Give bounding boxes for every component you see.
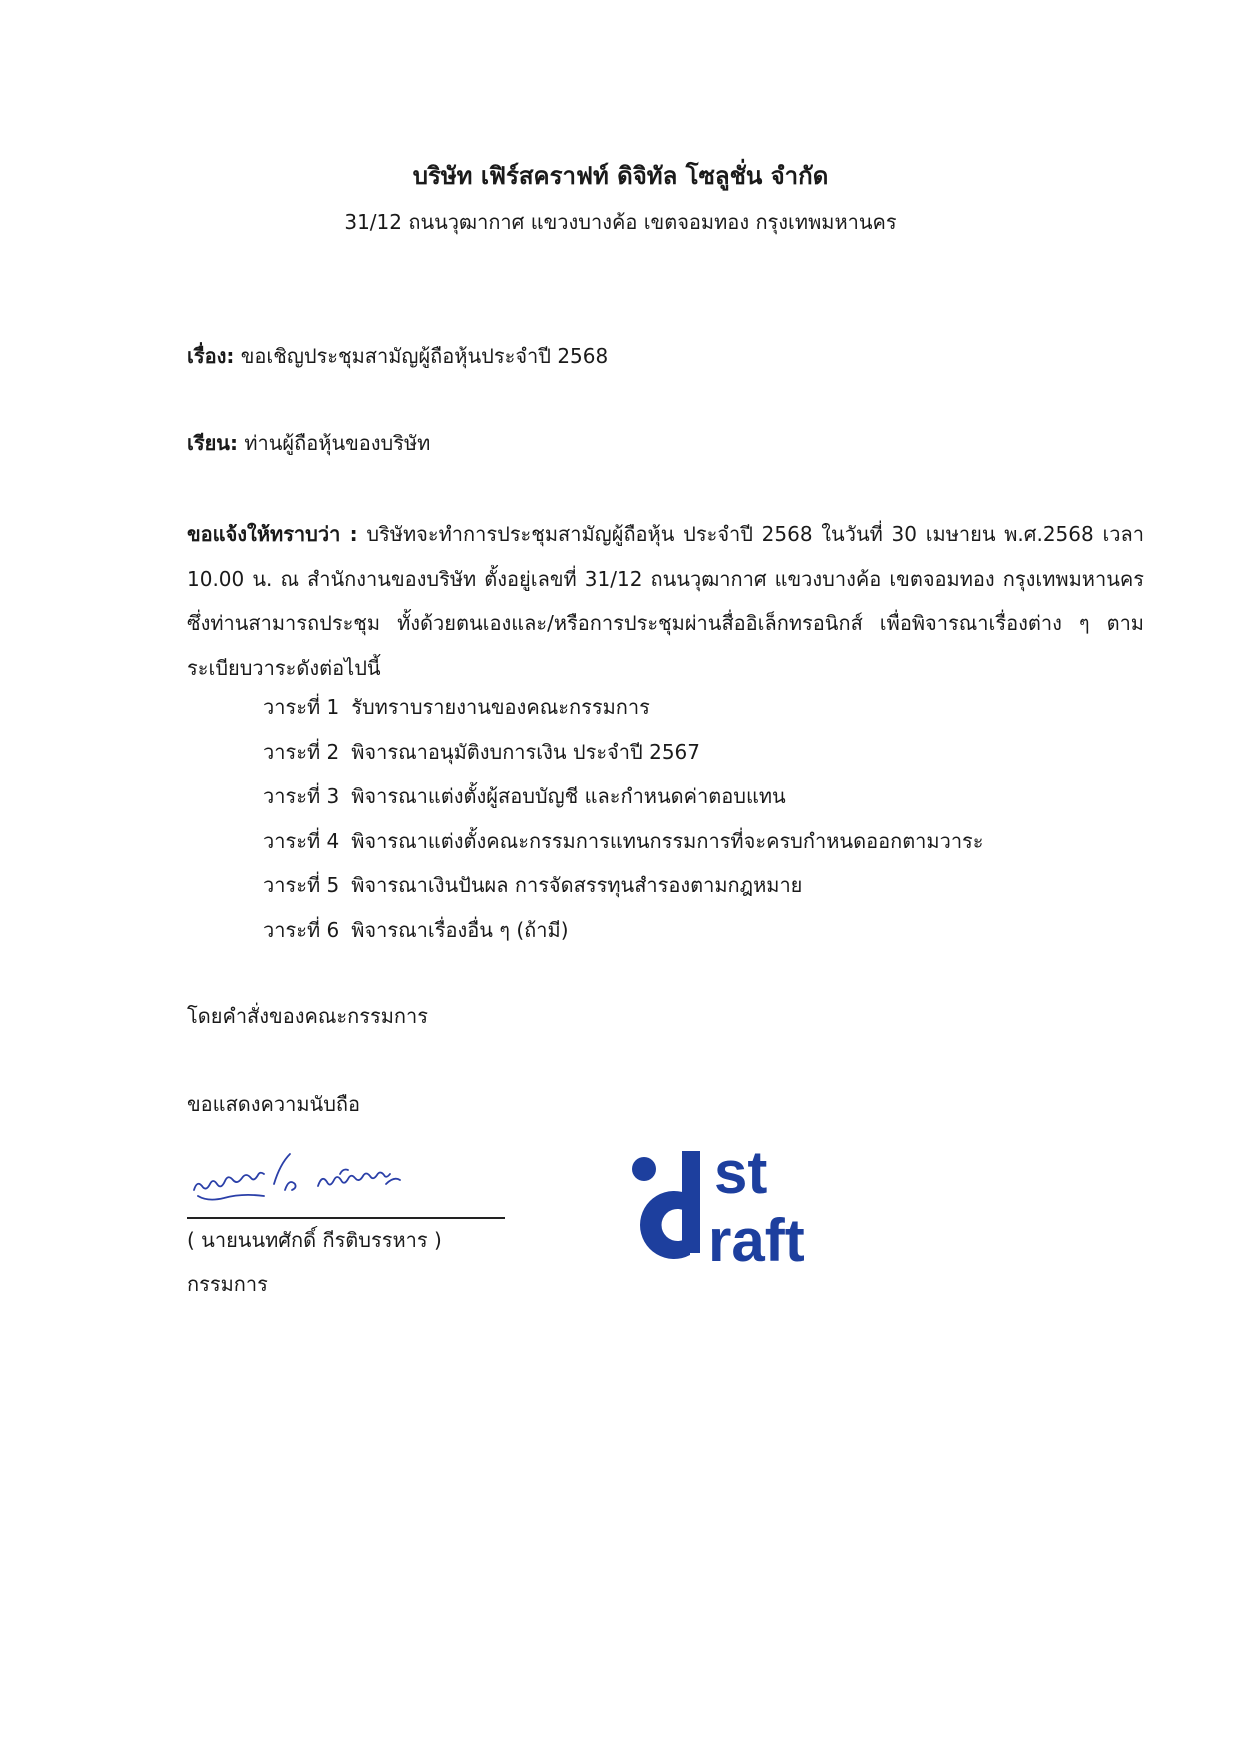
agenda-text: พิจารณาเงินปันผล การจัดสรรทุนสำรองตามกฎหมาย (351, 873, 803, 897)
agenda-number: วาระที่ 3 (263, 784, 340, 808)
agenda-number: วาระที่ 4 (263, 828, 340, 853)
regards-text: ขอแสดงความนับถือ (187, 1092, 361, 1116)
agenda-item (263, 819, 984, 864)
recipient-text: ท่านผู้ถือหุ้นของบริษัท (244, 431, 431, 455)
agenda-number: วาระที่ 5 (263, 873, 340, 897)
company-address: 31/12 ถนนวุฒากาศ แขวงบางค้อ เขตจอมทอง กรุงเทพมหานคร (344, 210, 897, 234)
notice-paragraph (187, 512, 1144, 690)
logo-text-st: st (714, 1143, 768, 1206)
signatory-position: กรรมการ (187, 1272, 268, 1296)
by-order-text: โดยคำสั่งของคณะกรรมการ (187, 1004, 429, 1028)
signature-line (187, 1217, 505, 1219)
agenda-item (263, 908, 984, 953)
company-name: บริษัท เฟิร์สคราฟท์ ดิจิทัล โซลูชั่น จำกัด (412, 162, 829, 190)
agenda-item (263, 774, 984, 819)
signature-image (190, 1150, 440, 1212)
agenda-number: วาระที่ 2 (263, 739, 340, 764)
agenda-text: พิจารณาแต่งตั้งผู้สอบบัญชี และกำหนดค่าตอบแทน (351, 784, 786, 808)
agenda-item (263, 863, 984, 908)
agenda-text: พิจารณาอนุมัติงบการเงิน ประจำปี 2567 (351, 739, 700, 764)
agenda-item (263, 730, 984, 775)
recipient-line (187, 427, 430, 459)
agenda-text: พิจารณาแต่งตั้งคณะกรรมการแทนกรรมการที่จะครบกำหนดออกตามวาระ (351, 828, 984, 853)
subject-text: ขอเชิญประชุมสามัญผู้ถือหุ้นประจำปี 2568 (240, 344, 609, 368)
agenda-number: วาระที่ 6 (263, 917, 340, 942)
notice-label: ขอแจ้งให้ทราบว่า : (187, 522, 358, 546)
recipient-label: เรียน: (187, 431, 238, 455)
logo-text-raft: raft (708, 1207, 805, 1273)
agenda-list (263, 685, 984, 952)
signatory-name: ( นายนนทศักดิ์ กีรติบรรหาร ) (187, 1228, 442, 1252)
company-logo (630, 1143, 860, 1273)
subject-line (187, 340, 608, 372)
agenda-text: รับทราบรายงานของคณะกรรมการ (351, 695, 650, 719)
agenda-item (263, 685, 984, 730)
agenda-number: วาระที่ 1 (263, 695, 340, 719)
agenda-text: พิจารณาเรื่องอื่น ๆ (ถ้ามี) (351, 917, 569, 942)
subject-label: เรื่อง: (187, 344, 235, 368)
notice-text: บริษัทจะทำการประชุมสามัญผู้ถือหุ้น ประจำปี 2568 ในวันที่ 30 เมษายน พ.ศ.2568 เวลา 10.00 น. ณ สำนักงานของบริษัท ตั้งอยู่เลขที่ 31/12 ถนนวุฒากาศ แขวงบางค้อ เขตจอมทอง กรุงเทพมหานคร ซึ่งท่านสามารถประชุม ทั้งด้วยตนเองและ/หรือการประชุมผ่านสื่ออิเล็กทรอนิกส์ เพื่อพิจารณาเรื่องต่าง ๆ ตามระเบียบวาระดังต่อไปนี้ (187, 522, 1144, 680)
